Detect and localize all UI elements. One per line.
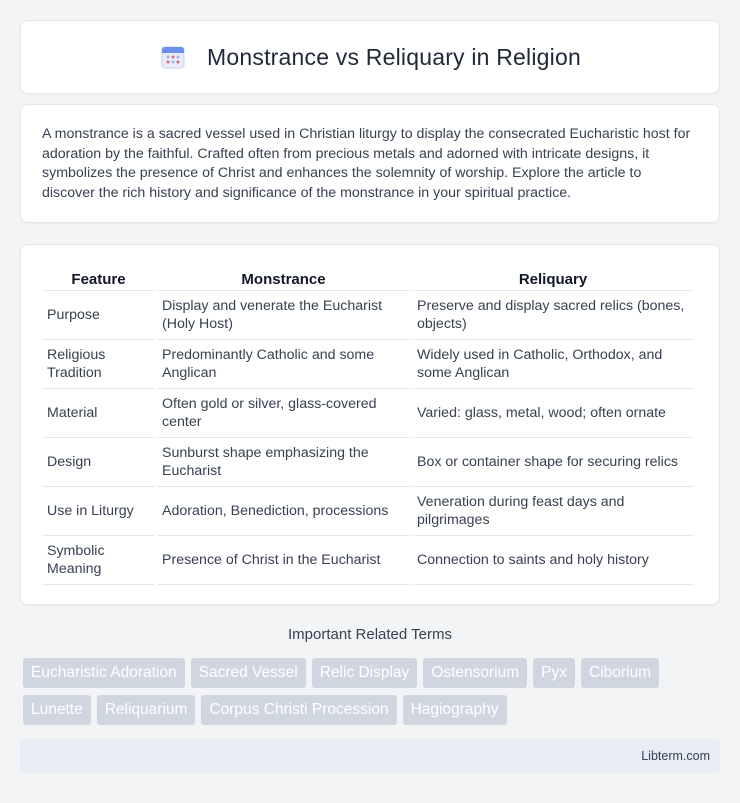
feature-cell: Use in Liturgy bbox=[42, 487, 155, 536]
intro-text: A monstrance is a sacred vessel used in Christian liturgy to display the consecrated Eucharistic host for adoration by the faithful. Crafted often from precious metals and adorned with intricate designs, it symbolizes the presence of Christ and enhances the solemnity of worship. Explore the article to discover the rich history and significance of the monstrance in your spiritual practice. bbox=[42, 126, 691, 201]
column-header-feature: Feature bbox=[42, 265, 155, 291]
intro-card bbox=[20, 104, 720, 223]
reliquary-cell: Preserve and display sacred relics (bones, objects) bbox=[412, 291, 694, 340]
header-inner bbox=[159, 43, 581, 71]
feature-cell: Design bbox=[42, 438, 155, 487]
tag-ciborium[interactable]: Ciborium bbox=[581, 658, 659, 688]
related-terms-list bbox=[23, 658, 723, 725]
monstrance-cell: Display and venerate the Eucharist (Holy Host) bbox=[157, 291, 410, 340]
monstrance-cell: Adoration, Benediction, processions bbox=[157, 487, 410, 536]
reliquary-cell: Widely used in Catholic, Orthodox, and some Anglican bbox=[412, 340, 694, 389]
tag-eucharistic-adoration[interactable]: Eucharistic Adoration bbox=[23, 658, 185, 688]
tag-reliquarium[interactable]: Reliquarium bbox=[97, 695, 196, 725]
related-terms-heading: Important Related Terms bbox=[288, 626, 452, 643]
column-header-reliquary: Reliquary bbox=[412, 265, 694, 291]
monstrance-cell: Often gold or silver, glass-covered center bbox=[157, 389, 410, 438]
comparison-card bbox=[20, 244, 720, 605]
table-row bbox=[42, 291, 694, 340]
table-row bbox=[42, 536, 694, 585]
column-header-monstrance: Monstrance bbox=[157, 265, 410, 291]
feature-cell: Symbolic Meaning bbox=[42, 536, 155, 585]
tag-ostensorium[interactable]: Ostensorium bbox=[423, 658, 527, 688]
calendar-grid-icon bbox=[159, 43, 187, 71]
table-row bbox=[42, 340, 694, 389]
header-card bbox=[20, 20, 720, 94]
monstrance-cell: Sunburst shape emphasizing the Eucharist bbox=[157, 438, 410, 487]
reliquary-cell: Box or container shape for securing relics bbox=[412, 438, 694, 487]
monstrance-cell: Presence of Christ in the Eucharist bbox=[157, 536, 410, 585]
monstrance-cell: Predominantly Catholic and some Anglican bbox=[157, 340, 410, 389]
footer-site-link[interactable]: Libterm.com bbox=[641, 749, 710, 763]
tag-lunette[interactable]: Lunette bbox=[23, 695, 91, 725]
feature-cell: Purpose bbox=[42, 291, 155, 340]
table-row bbox=[42, 487, 694, 536]
tag-sacred-vessel[interactable]: Sacred Vessel bbox=[191, 658, 306, 688]
table-row bbox=[42, 389, 694, 438]
reliquary-cell: Veneration during feast days and pilgrimages bbox=[412, 487, 694, 536]
reliquary-cell: Connection to saints and holy history bbox=[412, 536, 694, 585]
table-row bbox=[42, 438, 694, 487]
tag-corpus-christi-procession[interactable]: Corpus Christi Procession bbox=[201, 695, 396, 725]
tag-pyx[interactable]: Pyx bbox=[533, 658, 575, 688]
tag-relic-display[interactable]: Relic Display bbox=[312, 658, 418, 688]
page-title: Monstrance vs Reliquary in Religion bbox=[207, 43, 581, 70]
comparison-table bbox=[40, 265, 696, 585]
feature-cell: Religious Tradition bbox=[42, 340, 155, 389]
tag-hagiography[interactable]: Hagiography bbox=[403, 695, 507, 725]
reliquary-cell: Varied: glass, metal, wood; often ornate bbox=[412, 389, 694, 438]
feature-cell: Material bbox=[42, 389, 155, 438]
footer-bar bbox=[20, 739, 720, 773]
table-header-row bbox=[42, 265, 694, 291]
